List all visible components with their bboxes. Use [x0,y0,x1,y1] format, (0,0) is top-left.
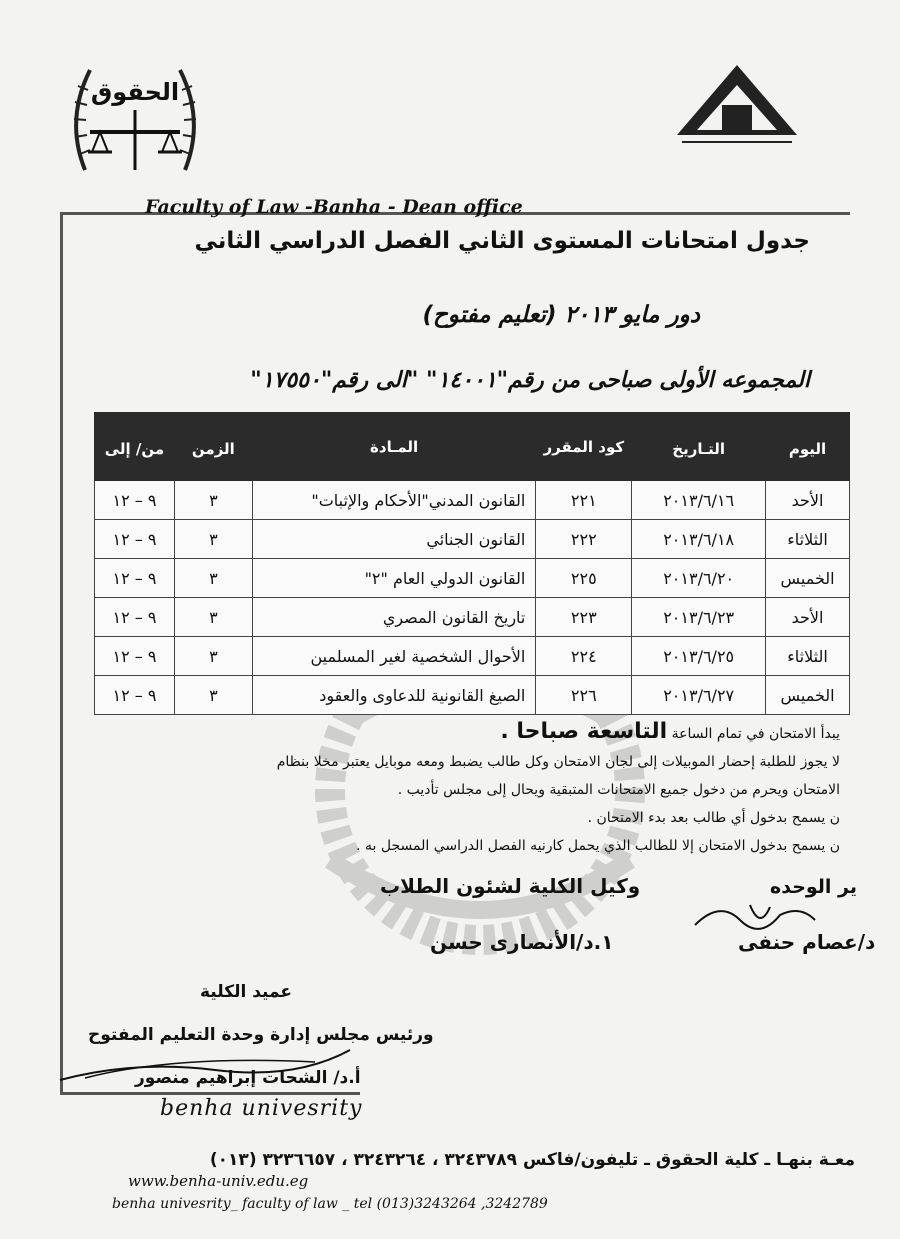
student-group: المجموعه الأولى صباحى من رقم"١٤٠٠١" "الى رقم"١٧٥٥٠" [250,368,810,393]
cell-code: ٢٢١ [536,481,632,520]
cell-duration: ٣ [174,676,252,715]
cell-date: ٢٠١٣/٦/٢٧ [632,676,766,715]
page-title: جدول امتحانات المستوى الثاني الفصل الدراسي الثاني [194,228,810,254]
dean-office-header: Faculty of Law -Banha - Dean office [145,196,523,218]
cell-subject: القانون المدني"الأحكام والإثبات" [252,481,536,520]
note-mobile: لا يجوز للطلبة إحضار الموبيلات إلى لجان الامتحان وكل طالب يضبط ومعه موبايل يعتبر مخلا بنظام [276,754,840,770]
note-start-time [140,718,840,748]
header-duration: الزمن [174,413,252,481]
header-date: التـاريخ [632,413,766,481]
cell-subject: الأحوال الشخصية لغير المسلمين [252,637,536,676]
table-row [95,481,850,520]
unit-director-name: د/عصام حنفى [738,930,876,954]
cell-duration: ٣ [174,559,252,598]
cell-subject: القانون الجنائي [252,520,536,559]
cell-subject: تاريخ القانون المصري [252,598,536,637]
cell-code: ٢٢٢ [536,520,632,559]
header-course-code: كود المقرر [536,413,632,481]
faculty-emblem [60,50,210,190]
director-signature [690,895,820,935]
cell-code: ٢٢٦ [536,676,632,715]
dean-title: عميد الكلية [200,982,292,1002]
cell-time: ٩ – ١٢ [95,559,175,598]
vice-dean-name: ١.د/الأنصارى حسن [430,930,614,954]
cell-day: الأحد [766,481,850,520]
cell-date: ٢٠١٣/٦/٢٥ [632,637,766,676]
cell-subject: القانون الدولي العام "٢" [252,559,536,598]
faculty-address: معـة بنهـا ـ كلية الحقوق ـ تليفون/فاكس ٣٢٤٣٧٨٩ ، ٣٢٤٣٢٦٤ ، ٣٢٣٦٦٥٧ (٠١٣) [209,1150,855,1170]
cell-subject: الصيغ القانونية للدعاوى والعقود [252,676,536,715]
cell-date: ٢٠١٣/٦/١٨ [632,520,766,559]
cell-time: ٩ – ١٢ [95,637,175,676]
cell-time: ٩ – ١٢ [95,481,175,520]
note-mobile-penalty: الامتحان ويحرم من دخول جميع الامتحانات المتبقية ويحال إلى مجلس تأديب . [397,782,840,798]
cell-day: الخميس [766,559,850,598]
cell-day: الثلاثاء [766,637,850,676]
note-start-time-value: التاسعة صباحا . [500,719,668,744]
cell-code: ٢٢٥ [536,559,632,598]
header-day: اليوم [766,413,850,481]
exam-schedule-table [94,412,850,715]
note-start-prefix: يبدأ الامتحان في تمام الساعة [671,726,840,742]
frame-bottom-line [60,1092,360,1095]
cell-duration: ٣ [174,598,252,637]
cell-day: الثلاثاء [766,520,850,559]
cell-code: ٢٢٣ [536,598,632,637]
table-row [95,637,850,676]
vice-dean-title: وكيل الكلية لشئون الطلاب [380,874,641,898]
open-education-chair-title: ورئيس مجلس إدارة وحدة التعليم المفتوح [88,1025,434,1045]
cell-date: ٢٠١٣/٦/٢٣ [632,598,766,637]
note-late-entry: ن يسمح بدخول أي طالب بعد بدء الامتحان . [587,810,840,826]
cell-date: ٢٠١٣/٦/٢٠ [632,559,766,598]
header-time: من/ إلى [95,413,175,481]
cell-duration: ٣ [174,481,252,520]
footer-contact: benha univesrity_ faculty of law _ tel (013)3243264 ,3242789 [112,1196,548,1212]
cell-date: ٢٠١٣/٦/١٦ [632,481,766,520]
cell-code: ٢٢٤ [536,637,632,676]
table-row [95,598,850,637]
table-row [95,676,850,715]
svg-text:الحقوق: الحقوق [90,78,180,106]
header-subject: المـادة [252,413,536,481]
university-logo [672,60,802,150]
cell-duration: ٣ [174,637,252,676]
table-row [95,559,850,598]
cell-day: الأحد [766,598,850,637]
exam-notes [140,718,840,860]
website-link: www.benha-univ.edu.eg [128,1172,309,1190]
frame-left-line [60,212,63,1092]
unit-director-title: ير الوحده [770,876,858,898]
cell-time: ٩ – ١٢ [95,520,175,559]
cell-duration: ٣ [174,520,252,559]
exam-session: دور مايو ٢٠١٣ (تعليم مفتوح) [422,302,700,328]
cell-time: ٩ – ١٢ [95,676,175,715]
university-name: benha univesrity [160,1096,363,1121]
table-row [95,520,850,559]
open-education-chair-name: أ.د/ الشحات إبراهيم منصور [135,1068,361,1088]
cell-time: ٩ – ١٢ [95,598,175,637]
cell-day: الخميس [766,676,850,715]
note-id-card: ن يسمح بدخول الامتحان إلا للطالب الذي يحمل كارنيه الفصل الدراسي المسجل به . [356,838,840,854]
table-header-row [95,413,850,481]
